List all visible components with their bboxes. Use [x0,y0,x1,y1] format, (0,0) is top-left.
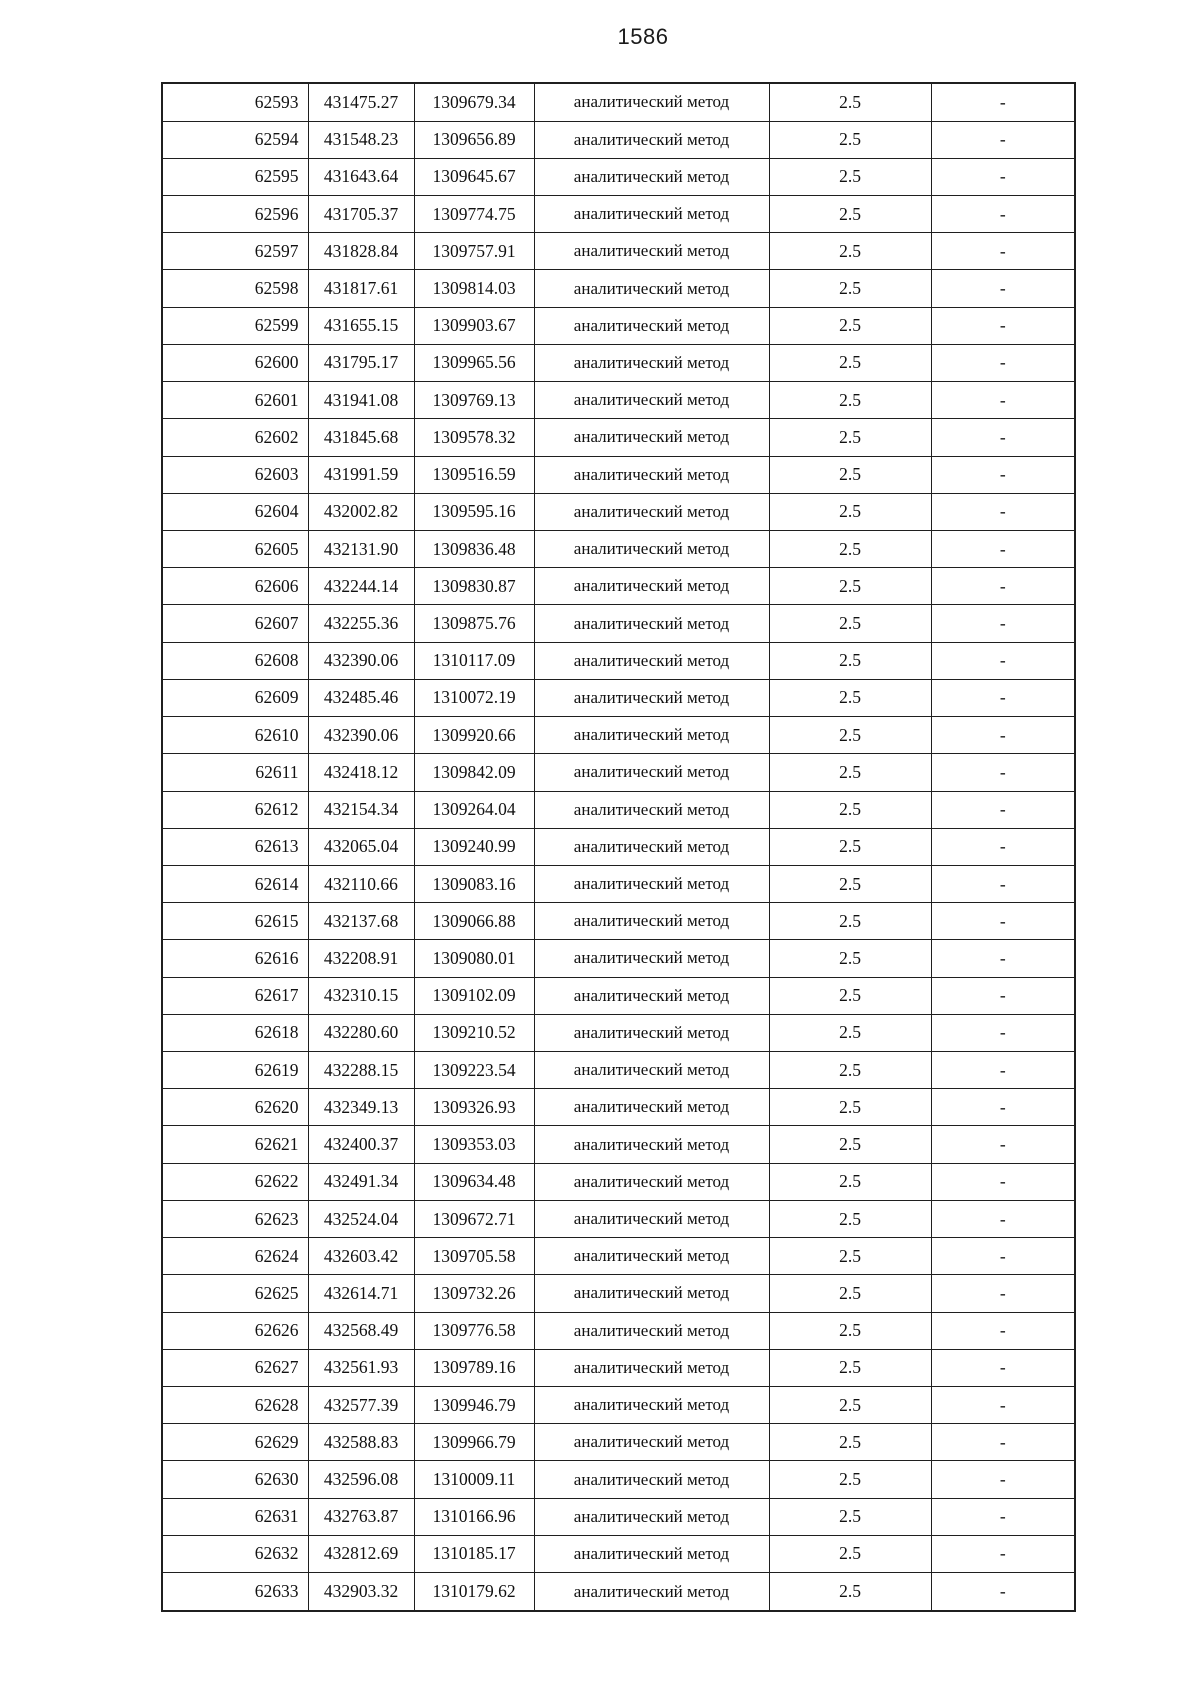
table-row [162,1163,1075,1200]
table-row [162,344,1075,381]
table-row [162,568,1075,605]
coord-x-cell: 432131.90 [308,530,414,567]
coord-x-cell: 432065.04 [308,828,414,865]
note-cell: - [931,307,1075,344]
coord-y-cell: 1309595.16 [414,493,534,530]
table-row [162,1349,1075,1386]
method-cell: аналитический метод [534,1535,769,1572]
coord-x-cell: 432812.69 [308,1535,414,1572]
note-cell: - [931,791,1075,828]
point-id-cell: 62610 [162,717,308,754]
coord-y-cell: 1309789.16 [414,1349,534,1386]
point-id-cell: 62605 [162,530,308,567]
method-cell: аналитический метод [534,196,769,233]
precision-cell: 2.5 [769,828,931,865]
point-id-cell: 62607 [162,605,308,642]
coord-y-cell: 1309645.67 [414,158,534,195]
table-row [162,642,1075,679]
precision-cell: 2.5 [769,679,931,716]
method-cell: аналитический метод [534,456,769,493]
point-id-cell: 62616 [162,940,308,977]
table-row [162,270,1075,307]
table-row [162,791,1075,828]
method-cell: аналитический метод [534,977,769,1014]
method-cell: аналитический метод [534,419,769,456]
coord-x-cell: 432390.06 [308,717,414,754]
method-cell: аналитический метод [534,1163,769,1200]
point-id-cell: 62611 [162,754,308,791]
coord-x-cell: 432903.32 [308,1573,414,1611]
method-cell: аналитический метод [534,530,769,567]
coord-x-cell: 432596.08 [308,1461,414,1498]
coord-x-cell: 432208.91 [308,940,414,977]
note-cell: - [931,1461,1075,1498]
coord-x-cell: 432154.34 [308,791,414,828]
precision-cell: 2.5 [769,717,931,754]
precision-cell: 2.5 [769,419,931,456]
precision-cell: 2.5 [769,344,931,381]
point-id-cell: 62625 [162,1275,308,1312]
method-cell: аналитический метод [534,791,769,828]
coord-y-cell: 1310179.62 [414,1573,534,1611]
point-id-cell: 62613 [162,828,308,865]
point-id-cell: 62608 [162,642,308,679]
coord-x-cell: 432588.83 [308,1424,414,1461]
table-row [162,121,1075,158]
note-cell: - [931,568,1075,605]
table-row [162,605,1075,642]
table-row [162,419,1075,456]
coord-y-cell: 1309223.54 [414,1052,534,1089]
table-row [162,1461,1075,1498]
point-id-cell: 62600 [162,344,308,381]
page-number: 1586 [617,24,669,49]
coord-x-cell: 432110.66 [308,865,414,902]
coord-x-cell: 431991.59 [308,456,414,493]
note-cell: - [931,679,1075,716]
coord-x-cell: 431643.64 [308,158,414,195]
point-id-cell: 62623 [162,1200,308,1237]
coordinates-table-body [162,83,1075,1611]
coord-x-cell: 432288.15 [308,1052,414,1089]
precision-cell: 2.5 [769,642,931,679]
table-row [162,530,1075,567]
method-cell: аналитический метод [534,382,769,419]
table-row [162,1275,1075,1312]
method-cell: аналитический метод [534,717,769,754]
coord-y-cell: 1309830.87 [414,568,534,605]
table-row [162,1200,1075,1237]
table-row [162,754,1075,791]
precision-cell: 2.5 [769,270,931,307]
coord-y-cell: 1309836.48 [414,530,534,567]
table-row [162,456,1075,493]
precision-cell: 2.5 [769,1387,931,1424]
coord-x-cell: 431828.84 [308,233,414,270]
note-cell: - [931,1014,1075,1051]
coord-y-cell: 1309732.26 [414,1275,534,1312]
note-cell: - [931,1573,1075,1611]
method-cell: аналитический метод [534,1200,769,1237]
coord-y-cell: 1309965.56 [414,344,534,381]
coord-x-cell: 432561.93 [308,1349,414,1386]
precision-cell: 2.5 [769,754,931,791]
precision-cell: 2.5 [769,493,931,530]
table-row [162,940,1075,977]
coord-y-cell: 1309326.93 [414,1089,534,1126]
point-id-cell: 62602 [162,419,308,456]
point-id-cell: 62630 [162,1461,308,1498]
point-id-cell: 62601 [162,382,308,419]
note-cell: - [931,1200,1075,1237]
table-row [162,717,1075,754]
coordinates-table [161,82,1076,1612]
note-cell: - [931,1424,1075,1461]
coord-y-cell: 1309774.75 [414,196,534,233]
table-row [162,233,1075,270]
coord-x-cell: 432491.34 [308,1163,414,1200]
precision-cell: 2.5 [769,158,931,195]
note-cell: - [931,382,1075,419]
note-cell: - [931,903,1075,940]
precision-cell: 2.5 [769,865,931,902]
precision-cell: 2.5 [769,1535,931,1572]
method-cell: аналитический метод [534,1014,769,1051]
table-row [162,1535,1075,1572]
precision-cell: 2.5 [769,1424,931,1461]
method-cell: аналитический метод [534,1312,769,1349]
coord-x-cell: 432390.06 [308,642,414,679]
table-row [162,1312,1075,1349]
table-row [162,1014,1075,1051]
coord-y-cell: 1309946.79 [414,1387,534,1424]
table-row [162,679,1075,716]
note-cell: - [931,233,1075,270]
coord-y-cell: 1310185.17 [414,1535,534,1572]
precision-cell: 2.5 [769,1126,931,1163]
precision-cell: 2.5 [769,1349,931,1386]
method-cell: аналитический метод [534,1461,769,1498]
coord-x-cell: 432310.15 [308,977,414,1014]
precision-cell: 2.5 [769,307,931,344]
method-cell: аналитический метод [534,270,769,307]
table-row [162,382,1075,419]
point-id-cell: 62627 [162,1349,308,1386]
note-cell: - [931,1052,1075,1089]
precision-cell: 2.5 [769,1498,931,1535]
note-cell: - [931,1312,1075,1349]
coord-x-cell: 432002.82 [308,493,414,530]
method-cell: аналитический метод [534,642,769,679]
point-id-cell: 62609 [162,679,308,716]
point-id-cell: 62629 [162,1424,308,1461]
note-cell: - [931,940,1075,977]
table-row [162,1573,1075,1611]
precision-cell: 2.5 [769,382,931,419]
note-cell: - [931,828,1075,865]
method-cell: аналитический метод [534,1275,769,1312]
precision-cell: 2.5 [769,456,931,493]
coord-x-cell: 432244.14 [308,568,414,605]
note-cell: - [931,1498,1075,1535]
point-id-cell: 62598 [162,270,308,307]
coord-x-cell: 432280.60 [308,1014,414,1051]
point-id-cell: 62622 [162,1163,308,1200]
coord-y-cell: 1309066.88 [414,903,534,940]
precision-cell: 2.5 [769,1200,931,1237]
note-cell: - [931,754,1075,791]
point-id-cell: 62594 [162,121,308,158]
coord-y-cell: 1309679.34 [414,83,534,121]
point-id-cell: 62595 [162,158,308,195]
precision-cell: 2.5 [769,1052,931,1089]
note-cell: - [931,642,1075,679]
coord-y-cell: 1310009.11 [414,1461,534,1498]
coord-y-cell: 1309210.52 [414,1014,534,1051]
note-cell: - [931,83,1075,121]
point-id-cell: 62596 [162,196,308,233]
coord-y-cell: 1309705.58 [414,1238,534,1275]
table-row [162,1089,1075,1126]
table-row [162,307,1075,344]
point-id-cell: 62624 [162,1238,308,1275]
table-row [162,196,1075,233]
point-id-cell: 62626 [162,1312,308,1349]
precision-cell: 2.5 [769,903,931,940]
coord-y-cell: 1309656.89 [414,121,534,158]
table-row [162,1387,1075,1424]
coord-x-cell: 432137.68 [308,903,414,940]
point-id-cell: 62621 [162,1126,308,1163]
precision-cell: 2.5 [769,1089,931,1126]
coord-x-cell: 431705.37 [308,196,414,233]
method-cell: аналитический метод [534,1349,769,1386]
point-id-cell: 62603 [162,456,308,493]
note-cell: - [931,605,1075,642]
coord-y-cell: 1310072.19 [414,679,534,716]
point-id-cell: 62617 [162,977,308,1014]
note-cell: - [931,456,1075,493]
note-cell: - [931,1349,1075,1386]
coord-x-cell: 432255.36 [308,605,414,642]
precision-cell: 2.5 [769,1014,931,1051]
point-id-cell: 62612 [162,791,308,828]
point-id-cell: 62604 [162,493,308,530]
table-row [162,865,1075,902]
table-row [162,903,1075,940]
method-cell: аналитический метод [534,1573,769,1611]
coord-y-cell: 1309516.59 [414,456,534,493]
coord-y-cell: 1309920.66 [414,717,534,754]
coord-x-cell: 432349.13 [308,1089,414,1126]
method-cell: аналитический метод [534,679,769,716]
method-cell: аналитический метод [534,903,769,940]
precision-cell: 2.5 [769,1312,931,1349]
note-cell: - [931,717,1075,754]
precision-cell: 2.5 [769,791,931,828]
method-cell: аналитический метод [534,121,769,158]
precision-cell: 2.5 [769,1461,931,1498]
note-cell: - [931,530,1075,567]
note-cell: - [931,270,1075,307]
method-cell: аналитический метод [534,754,769,791]
table-row [162,83,1075,121]
coord-y-cell: 1310166.96 [414,1498,534,1535]
point-id-cell: 62619 [162,1052,308,1089]
method-cell: аналитический метод [534,828,769,865]
table-row [162,828,1075,865]
coord-y-cell: 1309875.76 [414,605,534,642]
coord-x-cell: 431817.61 [308,270,414,307]
note-cell: - [931,1238,1075,1275]
note-cell: - [931,196,1075,233]
coord-x-cell: 431475.27 [308,83,414,121]
method-cell: аналитический метод [534,1089,769,1126]
coord-x-cell: 432568.49 [308,1312,414,1349]
coord-x-cell: 432577.39 [308,1387,414,1424]
precision-cell: 2.5 [769,568,931,605]
precision-cell: 2.5 [769,1163,931,1200]
precision-cell: 2.5 [769,1573,931,1611]
coord-y-cell: 1309814.03 [414,270,534,307]
method-cell: аналитический метод [534,1498,769,1535]
precision-cell: 2.5 [769,605,931,642]
coord-y-cell: 1310117.09 [414,642,534,679]
coord-y-cell: 1309102.09 [414,977,534,1014]
note-cell: - [931,1535,1075,1572]
point-id-cell: 62618 [162,1014,308,1051]
coord-y-cell: 1309966.79 [414,1424,534,1461]
coord-y-cell: 1309769.13 [414,382,534,419]
point-id-cell: 62597 [162,233,308,270]
point-id-cell: 62633 [162,1573,308,1611]
table-row [162,493,1075,530]
note-cell: - [931,344,1075,381]
table-row [162,1424,1075,1461]
method-cell: аналитический метод [534,233,769,270]
coord-x-cell: 431655.15 [308,307,414,344]
note-cell: - [931,493,1075,530]
coord-y-cell: 1309578.32 [414,419,534,456]
precision-cell: 2.5 [769,530,931,567]
method-cell: аналитический метод [534,1424,769,1461]
table-row [162,158,1075,195]
note-cell: - [931,1126,1075,1163]
point-id-cell: 62615 [162,903,308,940]
note-cell: - [931,977,1075,1014]
table-row [162,1052,1075,1089]
table-row [162,977,1075,1014]
method-cell: аналитический метод [534,1126,769,1163]
method-cell: аналитический метод [534,344,769,381]
point-id-cell: 62628 [162,1387,308,1424]
coord-x-cell: 431941.08 [308,382,414,419]
precision-cell: 2.5 [769,977,931,1014]
note-cell: - [931,1275,1075,1312]
precision-cell: 2.5 [769,1238,931,1275]
precision-cell: 2.5 [769,233,931,270]
note-cell: - [931,158,1075,195]
coord-x-cell: 432400.37 [308,1126,414,1163]
coord-y-cell: 1309240.99 [414,828,534,865]
note-cell: - [931,1089,1075,1126]
precision-cell: 2.5 [769,121,931,158]
coord-y-cell: 1309264.04 [414,791,534,828]
point-id-cell: 62593 [162,83,308,121]
coord-y-cell: 1309083.16 [414,865,534,902]
method-cell: аналитический метод [534,865,769,902]
coord-y-cell: 1309757.91 [414,233,534,270]
coord-x-cell: 432524.04 [308,1200,414,1237]
method-cell: аналитический метод [534,307,769,344]
coord-y-cell: 1309353.03 [414,1126,534,1163]
coord-y-cell: 1309634.48 [414,1163,534,1200]
table-row [162,1126,1075,1163]
method-cell: аналитический метод [534,493,769,530]
note-cell: - [931,1163,1075,1200]
point-id-cell: 62606 [162,568,308,605]
coord-x-cell: 431548.23 [308,121,414,158]
method-cell: аналитический метод [534,1387,769,1424]
coord-y-cell: 1309842.09 [414,754,534,791]
coord-x-cell: 432418.12 [308,754,414,791]
point-id-cell: 62631 [162,1498,308,1535]
precision-cell: 2.5 [769,1275,931,1312]
note-cell: - [931,1387,1075,1424]
coord-y-cell: 1309672.71 [414,1200,534,1237]
precision-cell: 2.5 [769,83,931,121]
coord-y-cell: 1309080.01 [414,940,534,977]
coord-x-cell: 432763.87 [308,1498,414,1535]
coord-x-cell: 432603.42 [308,1238,414,1275]
method-cell: аналитический метод [534,1052,769,1089]
coord-y-cell: 1309776.58 [414,1312,534,1349]
method-cell: аналитический метод [534,83,769,121]
table-row [162,1238,1075,1275]
coord-y-cell: 1309903.67 [414,307,534,344]
table-row [162,1498,1075,1535]
method-cell: аналитический метод [534,1238,769,1275]
precision-cell: 2.5 [769,196,931,233]
point-id-cell: 62632 [162,1535,308,1572]
note-cell: - [931,121,1075,158]
point-id-cell: 62599 [162,307,308,344]
note-cell: - [931,419,1075,456]
coord-x-cell: 432614.71 [308,1275,414,1312]
method-cell: аналитический метод [534,940,769,977]
coord-x-cell: 431845.68 [308,419,414,456]
method-cell: аналитический метод [534,158,769,195]
precision-cell: 2.5 [769,940,931,977]
point-id-cell: 62614 [162,865,308,902]
method-cell: аналитический метод [534,605,769,642]
coord-x-cell: 431795.17 [308,344,414,381]
method-cell: аналитический метод [534,568,769,605]
point-id-cell: 62620 [162,1089,308,1126]
coord-x-cell: 432485.46 [308,679,414,716]
note-cell: - [931,865,1075,902]
